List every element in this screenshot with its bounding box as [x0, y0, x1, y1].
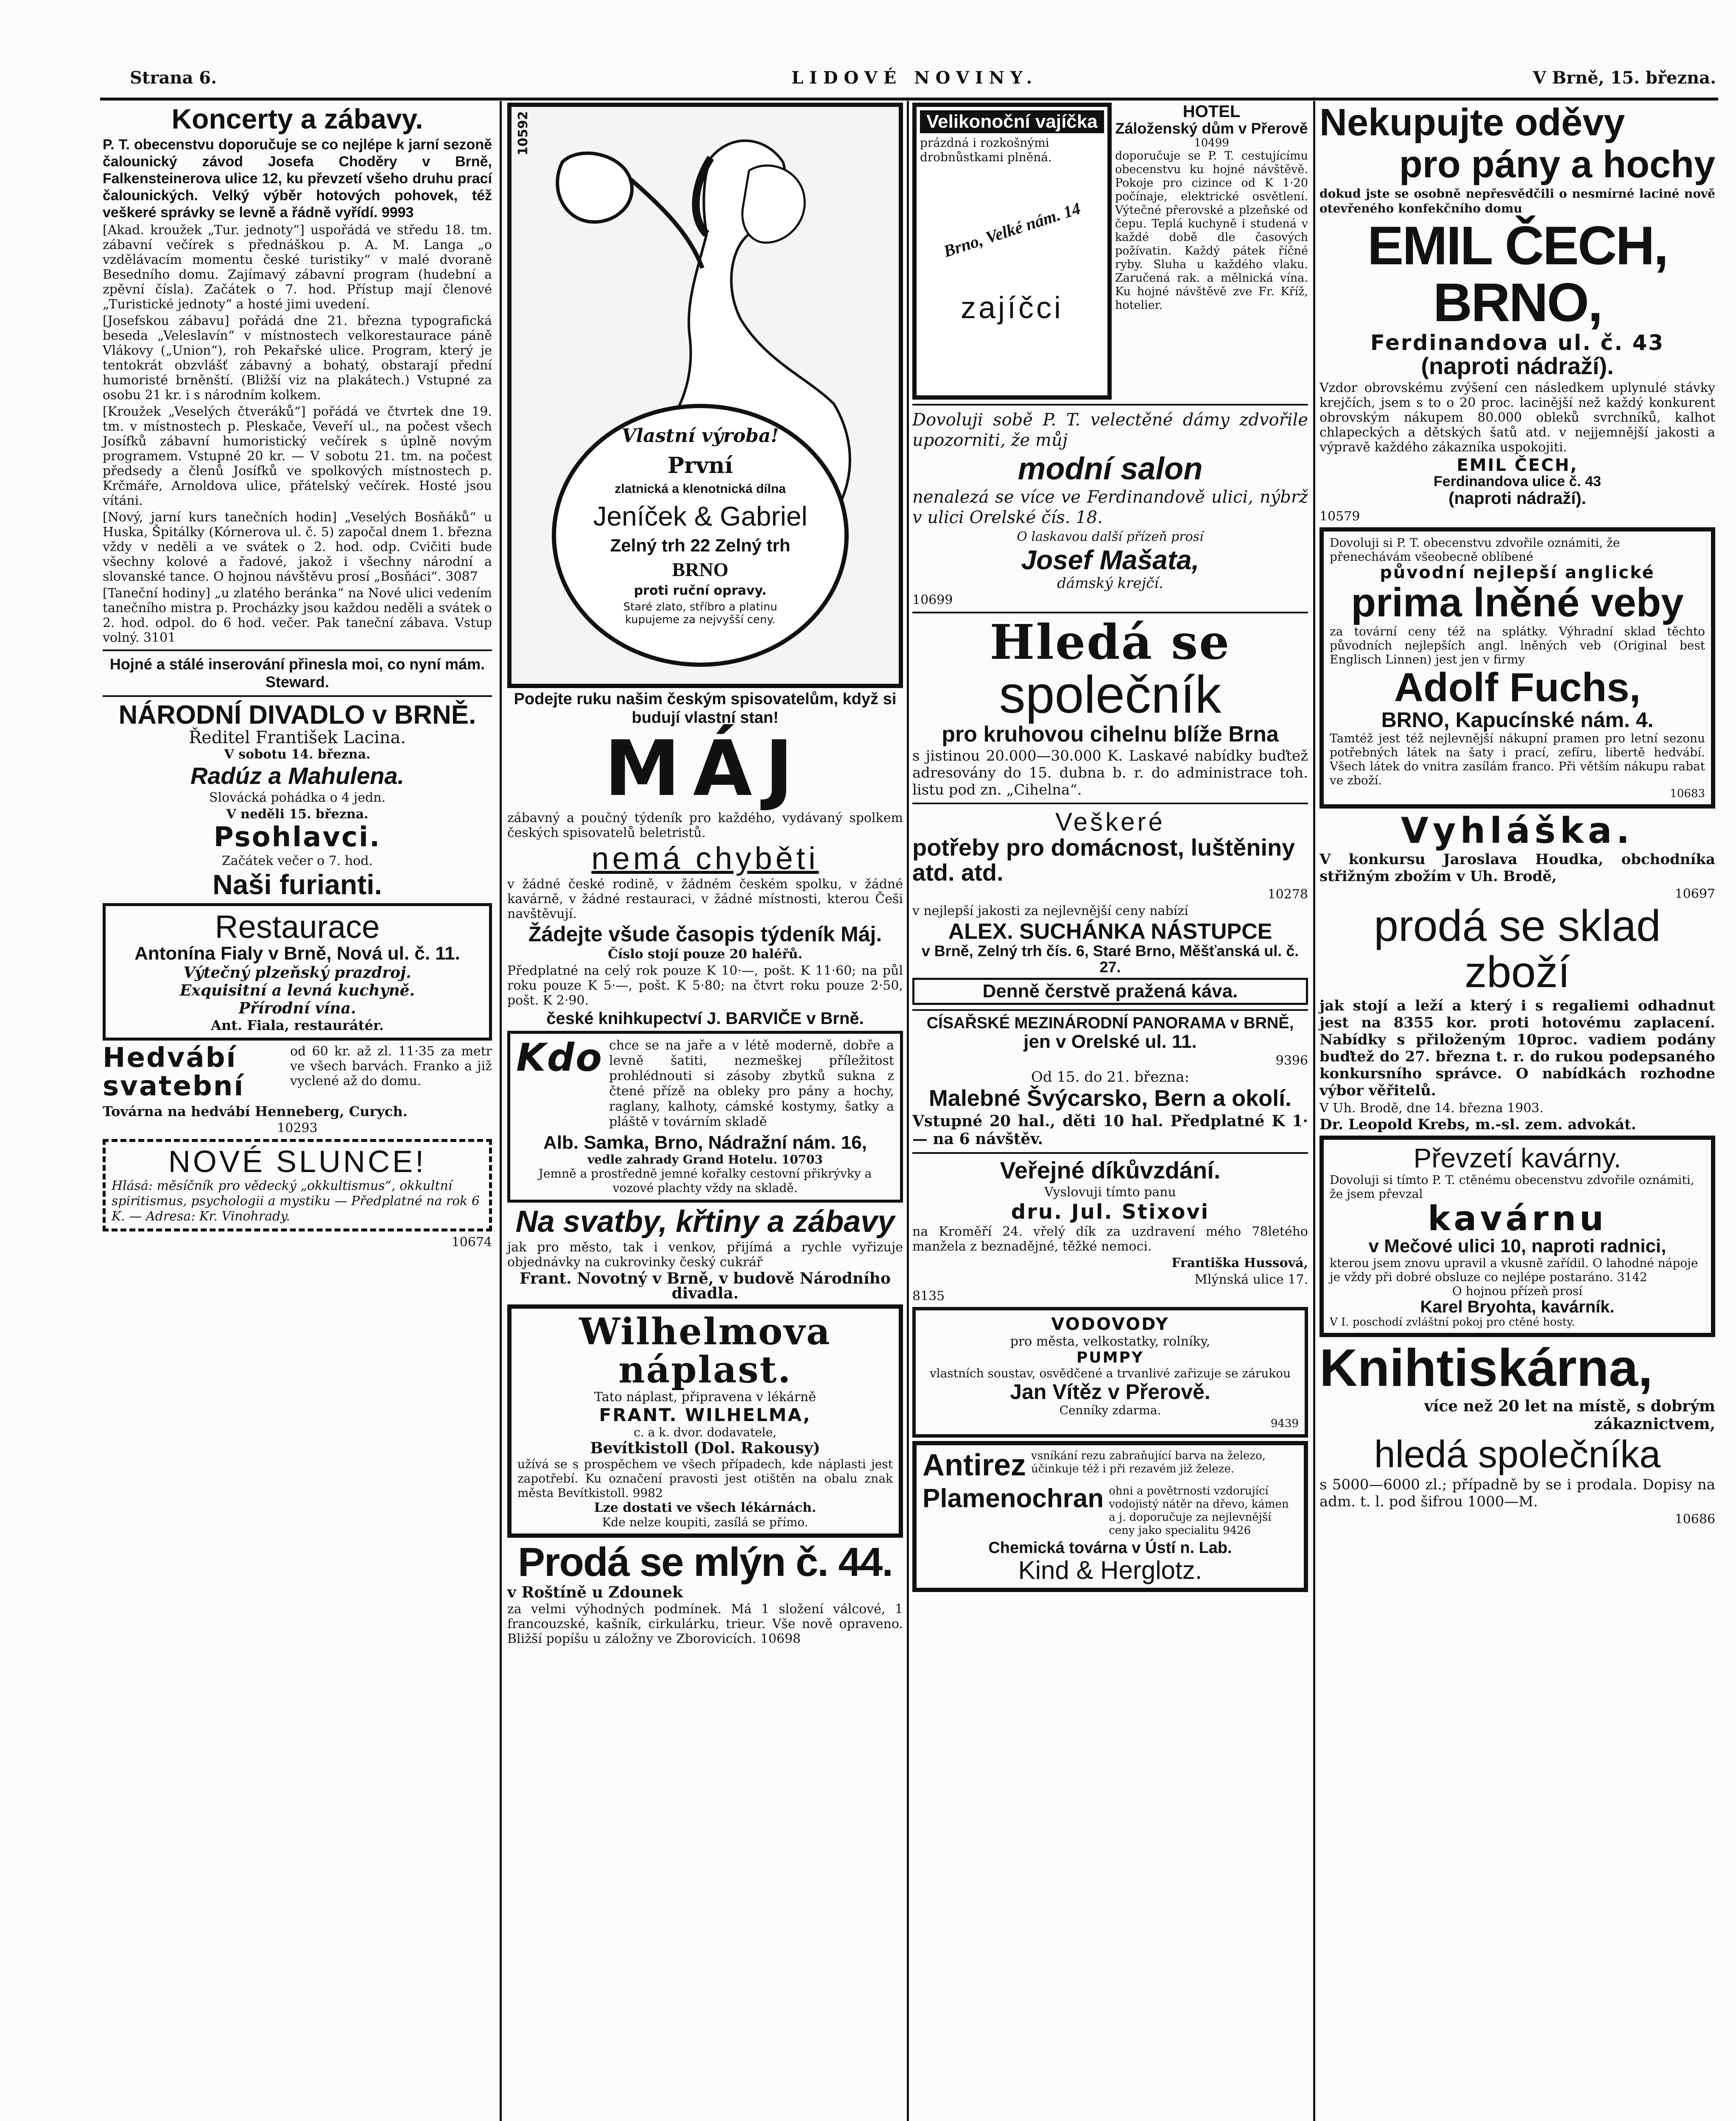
- maj-publisher: české knihkupectví J. BARVIČE v Brně.: [546, 1009, 864, 1028]
- column-3: [910, 101, 1311, 2121]
- vyhlaska-sign: Dr. Leopold Krebs, m.-sl. zem. advokát.: [1319, 1116, 1636, 1133]
- dik-address: Mlýnská ulice 17.: [1194, 1272, 1308, 1287]
- easter-egg-ad: [912, 103, 1112, 400]
- ad-number: 8135: [912, 1289, 945, 1304]
- dik-text: na Kroměří 24. vřelý dík za uzdravení mého 78letého manžela z beznadějné, těžké nemoci.: [912, 1224, 1308, 1254]
- kind-ad: [912, 1441, 1308, 1592]
- kniha-title: Knihtiskárna,: [1319, 1338, 1653, 1397]
- maj-subscription: Předplatné na celý rok pouze K 10·—, pošt. K 11·60; na půl roku pouze K 5·—, pošt. K 5·80; na čtvrt roku pouze 2·50, pošt. K 2·90.: [507, 963, 903, 1008]
- salon-text: nenalezá se více ve Ferdinandově ulici, nýbrž v ulici Orelské čís. 18.: [912, 487, 1308, 527]
- column-2: [505, 101, 906, 2121]
- restaurant-ad: [103, 903, 492, 1041]
- upholstery-notice: P. T. obecenstvu doporučuje se co nejlépe k jarní sezoně čalounický závod Josefa Choděry v Brně, Falkensteinerova ulice 12, ku převzetí všeho druhu prací čalounických. Velký výběr hotových pohovek, též veškeré správky se levně a řádně vyřídí. 9993: [103, 137, 492, 221]
- firm-purchase: Staré zlato, stříbro a platinu kupujeme za nejvyšší ceny.: [623, 601, 777, 626]
- ad-text: doporučuje se P. T. cestujícímu obecenstvu ku hojné návštěvě. Pokoje pro cizince od K 1·20 počínaje, elektrické osvětlení. Výtečné přerovské a plzeňské od čepu. Teplá kuchyně i studená v každé době dle časových požívatin. Každý pátek říčné ryby. Sluha u každého vlaku. Zaručená rak. a mělnická vína. Ku hojné návštěvě zve Fr. Kříž, hotelier.: [1115, 149, 1308, 312]
- section-title: Koncerty a zábavy.: [171, 103, 423, 134]
- ad-text: Dovoluji si tímto P. T. ctěnému obecenstvu zdvořile oznámiti, že jsem převzal: [1330, 1172, 1694, 1201]
- cech-text: Vzdor obrovskému zvýšení cen následkem uplynulé stávky krejčích, jsem s to o 20 proc. lacinější než každý konkurent obrovským nákupem 80.000 obleků svrchníků, kalhot chlapeckých a dětských šatů atd. v nejjemnější jakosti a výpravě každého zákazníka uspokojiti.: [1319, 381, 1715, 455]
- ad-title: Velikonoční vajíčka: [920, 110, 1104, 133]
- maj-call: Podejte ruku našim českým spisovatelům, když si budují vlastní stan!: [514, 690, 897, 727]
- ad-firm: Jan Vítěz v Přerově.: [1010, 1380, 1210, 1404]
- ad-number: 10686: [1674, 1512, 1715, 1527]
- ad-text: vsníkání rezu zabraňující barva na železo, účinkuje též i při rezavém již železe.: [1031, 1449, 1266, 1475]
- theatre-date: V neděli 15. března.: [226, 807, 369, 822]
- ad-line: O hojnou přízeň prosí: [1452, 1284, 1583, 1298]
- firm-repairs: proti ruční opravy.: [634, 583, 767, 598]
- odevy-title: Nekupujte oděvy: [1319, 101, 1625, 144]
- veskere-address: v Brně, Zelný trh čís. 6, Staré Brno, Měšťanská ul. č. 27.: [921, 942, 1299, 976]
- vyhlaska-intro: V konkursu Jaroslava Houdka, obchodníka střižným zbožím v Uh. Brodě,: [1319, 851, 1715, 885]
- paragraph: [Kroužek „Veselých čtveráků“] pořádá ve čtvrtek dne 19. tm. v místnostech p. Pleskače, Veveří ul., na počest všech Josífků zábavní humoristický večírek s úplně novým programem. Vstupné 20 kr. — V sobotu 21. tm. na počest předsedy a členů Josífků ve spolkových místnostech p. Krčmáře, Arnoldova ulice, přátelský večírek. Hosté jsou vítáni.: [103, 404, 492, 509]
- steward-note: Hojné a stálé inserování přinesla moi, co nyní mám. Steward.: [109, 655, 485, 691]
- ad-title: prima lněné veby: [1351, 579, 1684, 625]
- ad-line: původní nejlepší anglické: [1380, 562, 1655, 582]
- salon-request: O laskavou další přízeň prosí: [1017, 529, 1204, 544]
- maj-slogan: nemá chyběti: [591, 841, 819, 876]
- panorama-date: Od 15. do 21. března:: [1031, 1069, 1189, 1086]
- ad-line: Exquisitní a levná kuchyně.: [179, 981, 415, 999]
- kniha-sub: více než 20 let na místě, s dobrým zákaznictvem,: [1424, 1397, 1715, 1433]
- play-title: Naši furianti.: [212, 869, 382, 901]
- cech-sign: EMIL ČECH,: [1456, 456, 1578, 476]
- cech-address: Ferdinandova ul. č. 43: [1370, 330, 1665, 355]
- ad-firm: Továrna na hedvábí Henneberg, Curych.: [103, 1103, 408, 1120]
- ad-line: c. a k. dvor. dodavatele,: [634, 1425, 777, 1439]
- ad-address: v Mečové ulici 10, naproti radnici,: [1368, 1235, 1666, 1256]
- veskere-firm: ALEX. SUCHÁNKA NÁSTUPCE: [948, 919, 1272, 944]
- kavarna-ad: [1319, 1136, 1715, 1337]
- ad-number: 10499: [1194, 136, 1229, 149]
- hleda-text: s jistinou 20.000—30.000 K. Laskavé nabídky buďtež adresovány do 15. dubna b. r. do administrace toh. listu pod zn. „Cihelna“.: [912, 747, 1308, 799]
- ad-title: Převzetí kavárny.: [1413, 1143, 1621, 1174]
- ad-title: Antirez: [923, 1448, 1026, 1482]
- ad-text: za tovární ceny též na splátky. Výhradní sklad těchto původních nejlepších angl. lněných veb (Original best Englisch Linnen) jest jen v firmy: [1330, 624, 1705, 666]
- odevy-text: dokud jste se osobně nepřesvědčili o nesmírné laciné nově otevřeného konfekčního domu: [1319, 187, 1715, 215]
- mlyn-place: v Roštíně u Zdounek: [507, 1584, 683, 1602]
- dik-doctor: dru. Jul. Stixovi: [1011, 1200, 1210, 1224]
- ad-number: 10293: [277, 1121, 318, 1136]
- panorama-price: Vstupné 20 hal., děti 10 hal. Předplatné K 1·— na 6 návštěv.: [912, 1112, 1308, 1148]
- ad-number: 10699: [912, 592, 953, 607]
- theatre-date: V sobotu 14. března.: [224, 747, 371, 762]
- ad-line: Výtečný plzeňský prazdroj.: [183, 963, 411, 982]
- ad-signature: Ant. Fiala, restaurátér.: [211, 1017, 384, 1033]
- ad-text: Tamtéž jest též nejlevnější nákupní pramen pro letní sezonu potřebných látek na šaty i prací, zefíru, libertě hedvábí. Všech látek do vnitra zasílám franco. Při větším nákupu rabat ve zboží.: [1330, 731, 1705, 787]
- ad-name: Kind & Herglotz.: [1018, 1556, 1202, 1585]
- ad-number: 10674: [451, 1234, 492, 1250]
- firm-address: Zelný trh 22 Zelný trh: [610, 535, 791, 555]
- svatby-title: Na svatby, křtiny a zábavy: [515, 1205, 895, 1239]
- divider: [912, 803, 1308, 804]
- ad-note: Jemně a prostředně jemné kořalky cestovní přikrývky a vozové plachty vždy na skladě.: [538, 1167, 872, 1195]
- dik-name: Františka Hussová,: [1171, 1256, 1308, 1271]
- vyhlaska-text: jak stojí a leží a který i s regaliemi odhadnut jest na 8355 kor. proti hotovému zaplacení. Nabídky s přiloženým 10proc. vadiem podány buďtež do 27. března t. r. do rukou podepsaného konkursního správce. O nabídkách rozhodne výbor věřitelů.: [1319, 997, 1715, 1100]
- ad-text: ohni a povětrnosti vzdorující vodojistý nátěr na dřevo, kámen a j. doporučuje za nejlevnější ceny jako specialitu 9426: [1109, 1485, 1289, 1537]
- ad-line: Cenníky zdarma.: [1059, 1403, 1161, 1417]
- ad-place: Bevítkistoll (Dol. Rakousy): [590, 1439, 820, 1457]
- cech-name: EMIL ČECH, BRNO,: [1367, 215, 1668, 333]
- paragraph: [Taneční hodiny] „u zlatého beránka“ na Nové ulici vedením tanečního mistra p. Procházky jsou každou neděli a svátek o 2. hod. odpol. do 6 hod. večer. Pak taneční zábava. Vstup volný. 3101: [103, 586, 492, 646]
- column-1: [100, 101, 495, 2121]
- ad-name: Karel Bryohta, kavárník.: [1420, 1297, 1615, 1316]
- mlyn-title: Prodá se mlýn č. 44.: [517, 1539, 893, 1585]
- veskere-text: potřeby pro domácnost, luštěniny atd. atd.: [912, 834, 1295, 886]
- place-date: V Brně, 15. března.: [1533, 68, 1716, 88]
- column-rule: [1313, 101, 1315, 2121]
- ad-firm: FRANT. WILHELMA,: [599, 1404, 811, 1425]
- panorama-address: jen v Orelské ul. 11.: [1023, 1031, 1197, 1052]
- ad-location: vedle zahrady Grand Hotelu. 10703: [587, 1153, 823, 1167]
- ad-number: 10592: [516, 111, 531, 156]
- masthead: LIDOVÉ NOVINY.: [791, 68, 1038, 88]
- hotel-ad: [1115, 103, 1308, 400]
- ad-line: Lze dostati ve všech lékárnách.: [594, 1500, 816, 1515]
- paragraph: [Josefskou zábavu] pořádá dne 21. března typografická beseda „Veleslavín“ v místnostech velkorestaurace páně Vlákovy („Union“), roh Pekařské ulice. Program, který je tentokrát obzvlášť zábavný a bohatý, obstarají přední humoristé brněnští. (Bližší viz na plakátech.) Vstupné za osobu 21 kr. i s národním kolkem.: [103, 313, 492, 403]
- ad-text: Hlásá: měsíčník pro vědecký „okkultismus“, okkultní spiritismus, psychologii a mystiku — Předplatné na rok 6 K. — Adresa: Kr. Vinohrady.: [112, 1178, 480, 1224]
- svatby-text: jak pro město, tak i venkov, přijímá a rychle vyřizuje objednávky na cukrovinky český cukrář: [507, 1240, 903, 1270]
- column-4: [1317, 101, 1718, 2121]
- theatre-title: NÁRODNÍ DIVADLO v BRNĚ.: [118, 700, 476, 730]
- page-header: [130, 68, 1716, 98]
- ad-title: Hedvábí svatební: [103, 1042, 245, 1102]
- firm-city: BRNO: [672, 559, 729, 580]
- ad-title: VODOVODY: [1051, 1315, 1169, 1335]
- cech-sign-ref: (naproti nádraží).: [1448, 489, 1586, 508]
- ad-line: V I. poschodí zvláštní pokoj pro ctěné hosty.: [1330, 1315, 1575, 1329]
- maj-text: v žádné české rodině, v žádném českém spolku, v žádné kavárně, v žádné restauraci, v žádné místnosti, kterou Češi navštěvují.: [507, 876, 903, 921]
- svatby-firm: Frant. Novotný v Brně, v budově Národního divadla.: [520, 1269, 891, 1302]
- ad-subtitle: Antonína Fialy v Brně, Nová ul. č. 11.: [134, 943, 460, 964]
- ad-title: Plamenochran: [923, 1484, 1104, 1514]
- hleda-sub: společník: [999, 666, 1222, 725]
- veskere-sub: v nejlepší jakosti za nejlevnější ceny nabízí: [912, 903, 1188, 918]
- kniha-hleda: hledá společníka: [1374, 1433, 1661, 1476]
- ad-line: Přírodní vína.: [238, 999, 356, 1017]
- firm-medallion: [552, 404, 849, 667]
- ad-text: vlastních soustav, osvědčené a trvanlivé zařizuje se zárukou: [929, 1366, 1291, 1381]
- samek-ad: [507, 1031, 903, 1203]
- ad-firm: Alb. Samka, Brno, Nádražní nám. 16,: [543, 1132, 867, 1153]
- ad-number: 9396: [1275, 1053, 1308, 1069]
- column-rule: [907, 101, 909, 2121]
- ad-firm: Chemická továrna v Ústí n. Lab.: [988, 1539, 1232, 1557]
- divider: [912, 1152, 1308, 1154]
- divider: [912, 404, 1308, 406]
- ad-name: Adolf Fuchs,: [1394, 664, 1641, 710]
- veskere-title: Veškeré: [1055, 808, 1165, 837]
- salon-intro: Dovoluji sobě P. T. velectěné dámy zdvořile upozorniti, že můj: [912, 410, 1308, 450]
- paragraph: [Nový, jarní kurs tanečních hodin] „Veselých Bosňáků“ u Huska, Špitálky (Kórnerova ul. č. 5) započal dnem 1. března vždy v neděli a ve svátek o 2. hod. odp. Cvičiti bude všechny kolové a řadové, jakož i všechny národní a slovanské tance. O hojnou návštěvu prosí „Bosňáci“. 3087: [103, 510, 492, 585]
- ad-text: chce se na jaře a v létě moderně, dobře a levně šatiti, nezmeškej příležitost prohlédnouti si zásoby zbytků sukna z čtené přízě na obleky pro pány a hochy, raglany, kalhoty, cámské kostymy, šatky a pláště v továrním skladě: [609, 1038, 894, 1130]
- ad-number: 10278: [1267, 887, 1308, 902]
- ad-number: 9439: [1270, 1417, 1299, 1430]
- firm-name: Jeníček & Gabriel: [593, 501, 808, 532]
- divider: [912, 612, 1308, 613]
- kniha-text: s 5000—6000 zl.; případně by se i prodala. Dopisy na adm. t. l. pod šifrou 1000—M.: [1319, 1476, 1715, 1511]
- hleda-title: Hledá se: [990, 614, 1231, 670]
- ad-title: Restaurace: [215, 909, 380, 945]
- ad-address: BRNO, Kapucínské nám. 4.: [1381, 708, 1654, 732]
- ad-text: Dovoluji si P. T. obecenstvu zdvořile oznámiti, že přenechávám všeobecně oblíbené: [1330, 535, 1620, 564]
- fuchs-ad: [1319, 527, 1715, 809]
- play-title: Psohlavci.: [213, 822, 381, 853]
- divider: [103, 649, 492, 651]
- theatre-director: Ředitel František Lacina.: [189, 728, 406, 748]
- play-note: Slovácká pohádka o 4 jedn.: [209, 790, 386, 806]
- veskere-coffee: Denně čerstvě pražená káva.: [912, 978, 1308, 1005]
- mlyn-text: za velmi výhodných podmínek. Má 1 složení válcové, 1 francouzské, kašník, cirkulárku, trieur. Vše nově opraveno. Bližší popíšu u záložny ve Zborovicích. 10698: [507, 1602, 903, 1647]
- firm-tagline: Vlastní výroba!: [621, 425, 779, 447]
- ad-name: zajíčci: [960, 291, 1064, 325]
- ad-text: kterou jsem znovu upravil a vkusně zařídil. O lahodné nápoje je vždy při dobré obsluze co nejlépe postaráno. 3142: [1330, 1256, 1698, 1284]
- jeweller-ad: [507, 103, 903, 688]
- firm-first: První: [667, 453, 733, 478]
- ad-title: NOVÉ SLUNCE!: [168, 1145, 427, 1179]
- vyhlaska-big: prodá se sklad zboží: [1374, 901, 1661, 997]
- paragraph: [Akad. kroužek „Tur. jednoty“] uspořádá ve středu 18. tm. zábavní večírek s přednáškou p. A. M. Langa „o vzdělávacím momentu české turistiky“ v malé dvoraně Besedního domu. Zajímavý zábavní program (hudební a zpěvní čísla). Začátek o 7. hod. Přístup mají členové „Turistické jednoty“ a hosté jimi uvedení.: [103, 223, 492, 312]
- ad-text: od 60 kr. až zl. 11·35 za metr ve všech barvách. Franko a již vyclené až do domu.: [290, 1044, 492, 1088]
- dik-sub: Vyslovuji tímto panu: [1044, 1184, 1176, 1200]
- ad-number: 10697: [1674, 887, 1715, 902]
- salon-role: dámský krejčí.: [1057, 574, 1163, 592]
- divider: [103, 695, 492, 697]
- panorama-title: CÍSAŘSKÉ MEZINÁRODNÍ PANORAMA v BRNĚ,: [926, 1014, 1294, 1033]
- play-note: Začátek večer o 7. hod.: [222, 853, 373, 869]
- ad-text: prázdná i rozkošnými drobnůstkami plněná.: [920, 136, 1052, 165]
- maj-title: MÁJ: [604, 725, 806, 813]
- ad-number: 10683: [1670, 787, 1705, 800]
- maj-description: zábavný a poučný týdeník pro každého, vydávaný spolkem českých spisovatelů beletristů.: [507, 811, 903, 840]
- vodovody-ad: [912, 1307, 1308, 1438]
- page-number: Strana 6.: [130, 68, 217, 88]
- ad-title: Wilhelmova náplast.: [579, 1310, 831, 1392]
- ad-line: Kde nelze koupiti, zasílá se přímo.: [602, 1515, 808, 1529]
- ad-number: 10579: [1319, 509, 1360, 524]
- ad-title: HOTEL: [1182, 102, 1241, 121]
- ad-text: užívá se s prospěchem ve všech případech, kde náplasti jest zapotřebí. Ku označení pravosti jest otištěn na obalu znak města Bevítkistoll. 9982: [517, 1457, 893, 1500]
- play-title: Radúz a Mahulena.: [190, 762, 405, 789]
- salon-title: modní salon: [1018, 451, 1203, 486]
- ad-address: Brno, Velké nám. 14: [941, 199, 1083, 261]
- slunce-ad: [103, 1139, 492, 1231]
- hleda-what: pro kruhovou cihelnu blíže Brna: [942, 722, 1279, 747]
- ad-big: kavárnu: [1428, 1198, 1607, 1238]
- ad-title: PUMPY: [1076, 1349, 1144, 1367]
- top-row: [912, 103, 1308, 400]
- salon-name: Josef Mašata,: [1021, 544, 1199, 575]
- divider: [912, 1009, 1308, 1011]
- ad-line: Tato náplast, připravena v lékárně: [594, 1389, 816, 1405]
- column-rule: [500, 101, 502, 2121]
- ad-title: Kdo: [516, 1035, 603, 1080]
- firm-workshop: zlatnická a klenotnická dílna: [615, 482, 786, 496]
- wilhelm-ad: [507, 1304, 903, 1538]
- header-rule: [100, 98, 1718, 101]
- cech-ref: (naproti nádraží).: [1421, 353, 1614, 380]
- dik-title: Veřejné díkůvzdání.: [1000, 1156, 1221, 1184]
- ad-name: Záloženský dům v Přerově: [1115, 120, 1308, 137]
- maj-demand: Žádejte všude časopis týdeník Máj.: [528, 922, 882, 946]
- panorama-show: Malebné Švýcarsko, Bern a okolí.: [928, 1086, 1292, 1111]
- vyhlaska-title: Vyhláška.: [1401, 809, 1634, 851]
- ad-line: pro města, velkostatky, rolníky,: [1010, 1334, 1210, 1349]
- maj-price: Číslo stojí pouze 20 haléřů.: [608, 947, 802, 962]
- vyhlaska-place: V Uh. Brodě, dne 14. března 1903.: [1319, 1101, 1544, 1116]
- cech-sign-address: Ferdinandova ulice č. 43: [1434, 473, 1601, 490]
- odevy-sub: pro pány a hochy: [1399, 143, 1715, 186]
- silk-ad: [103, 1044, 492, 1101]
